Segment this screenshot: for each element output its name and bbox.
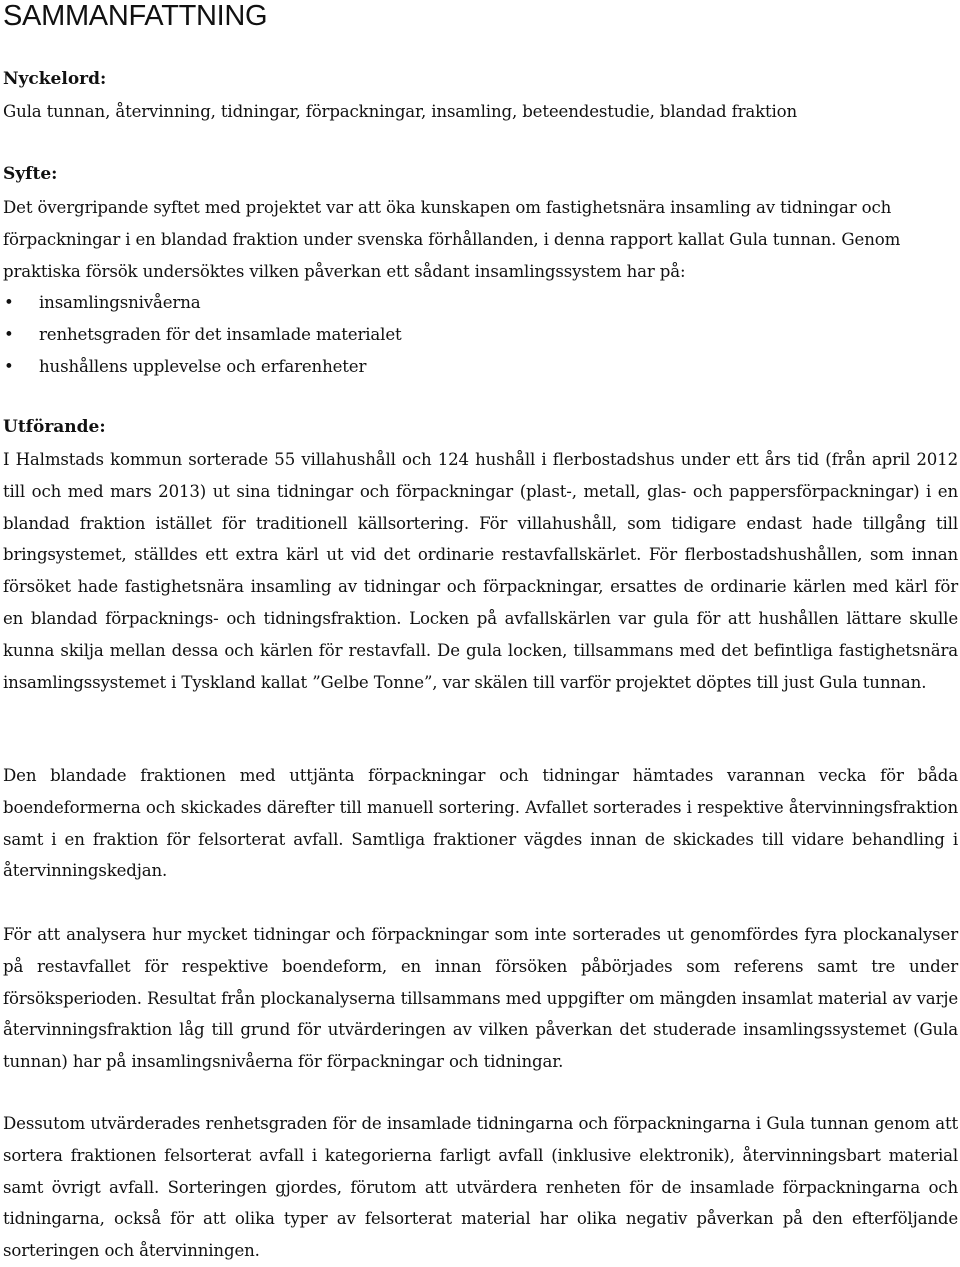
keywords-heading: Nyckelord: bbox=[3, 69, 107, 89]
execution-paragraph-2: Den blandade fraktionen med uttjänta förpackningar och tidningar hämtades varannan vecka för båda boendeformerna och skickades därefter till manuell sortering. Avfallet sorterades i respektive återvinningsfraktion samt i en fraktion för felsorterat avfall. Samtliga fraktioner vägdes innan de skickades till vidare behandling i återvinningskedjan. bbox=[3, 766, 958, 881]
purpose-text: Det övergripande syftet med projektet var att öka kunskapen om fastighetsnära insamling av tidningar och förpackningar i en blandad fraktion under svenska förhållanden, i denna rapport kallat Gula tunnan. Genom praktiska försök undersöktes vilken påverkan ett sådant insamlingssystem har på: bbox=[3, 198, 901, 281]
keywords-text: Gula tunnan, återvinning, tidningar, förpackningar, insamling, beteendestudie, blandad fraktion bbox=[3, 102, 798, 121]
list-item bbox=[3, 287, 402, 319]
execution-paragraph-1: I Halmstads kommun sorterade 55 villahushåll och 124 hushåll i flerbostadshus under ett års tid (från april 2012 till och med mars 2013) ut sina tidningar och förpackningar (plast-, metall, glas- och pappersförpackningar) i en blandad fraktion istället för traditionell källsortering. För villahushåll, som tidigare endast hade tillgång till bringsystemet, ställdes ett extra kärl ut vid det ordinarie restavfallskärlet. För flerbostadshushållen, som innan försöket hade fastighetsnära insamling av tidningar och förpackningar, ersattes de ordinarie kärlen med kärl för en blandad förpacknings- och tidningsfraktion. Locken på avfallskärlen var gula för att hushållen lättare skulle kunna skilja mellan dessa och kärlen för restavfall. De gula locken, tillsammans med det befintliga fastighetsnära insamlingssystemet i Tyskland kallat ”Gelbe Tonne”, var skälen till varför projektet döptes till just Gula tunnan. bbox=[3, 450, 958, 692]
bullet-icon: • bbox=[4, 293, 14, 312]
bullet-text: hushållens upplevelse och erfarenheter bbox=[39, 356, 367, 376]
document-page bbox=[3, 0, 958, 1261]
execution-paragraph-3: För att analysera hur mycket tidningar och förpackningar som inte sorterades ut genomfördes fyra plockanalyser på restavfallet för respektive boendeform, en innan försöken påbörjades som referens samt tre under försöksperioden. Resultat från plockanalyserna tillsammans med uppgifter om mängden insamlat material av varje återvinningsfraktion låg till grund för utvärderingen av vilken påverkan det studerade insamlingssystemet (Gula tunnan) har på insamlingsnivåerna för förpackningar och tidningar. bbox=[3, 925, 958, 1072]
execution-heading: Utförande: bbox=[3, 417, 106, 437]
purpose-bullet-list bbox=[3, 287, 402, 382]
purpose-heading: Syfte: bbox=[3, 164, 58, 184]
list-item bbox=[3, 319, 402, 351]
bullet-icon: • bbox=[4, 324, 14, 344]
bullet-text: renhetsgraden för det insamlade materialet bbox=[39, 324, 402, 344]
page-title: SAMMANFATTNING bbox=[3, 0, 268, 32]
execution-paragraph-4: Dessutom utvärderades renhetsgraden för de insamlade tidningarna och förpackningarna i Gula tunnan genom att sortera fraktionen felsorterat avfall i kategorierna farligt avfall (inklusive elektronik), återvinningsbart material samt övrigt avfall. Sorteringen gjordes, förutom att utvärdera renheten för de insamlade förpackningarna och tidningarna, också för att olika typer av felsorterat material har olika negativ påverkan på den efterföljande sorteringen och återvinningen. bbox=[3, 1114, 958, 1261]
list-item bbox=[3, 351, 402, 383]
bullet-text: insamlingsnivåerna bbox=[39, 293, 201, 312]
bullet-icon: • bbox=[4, 356, 14, 376]
